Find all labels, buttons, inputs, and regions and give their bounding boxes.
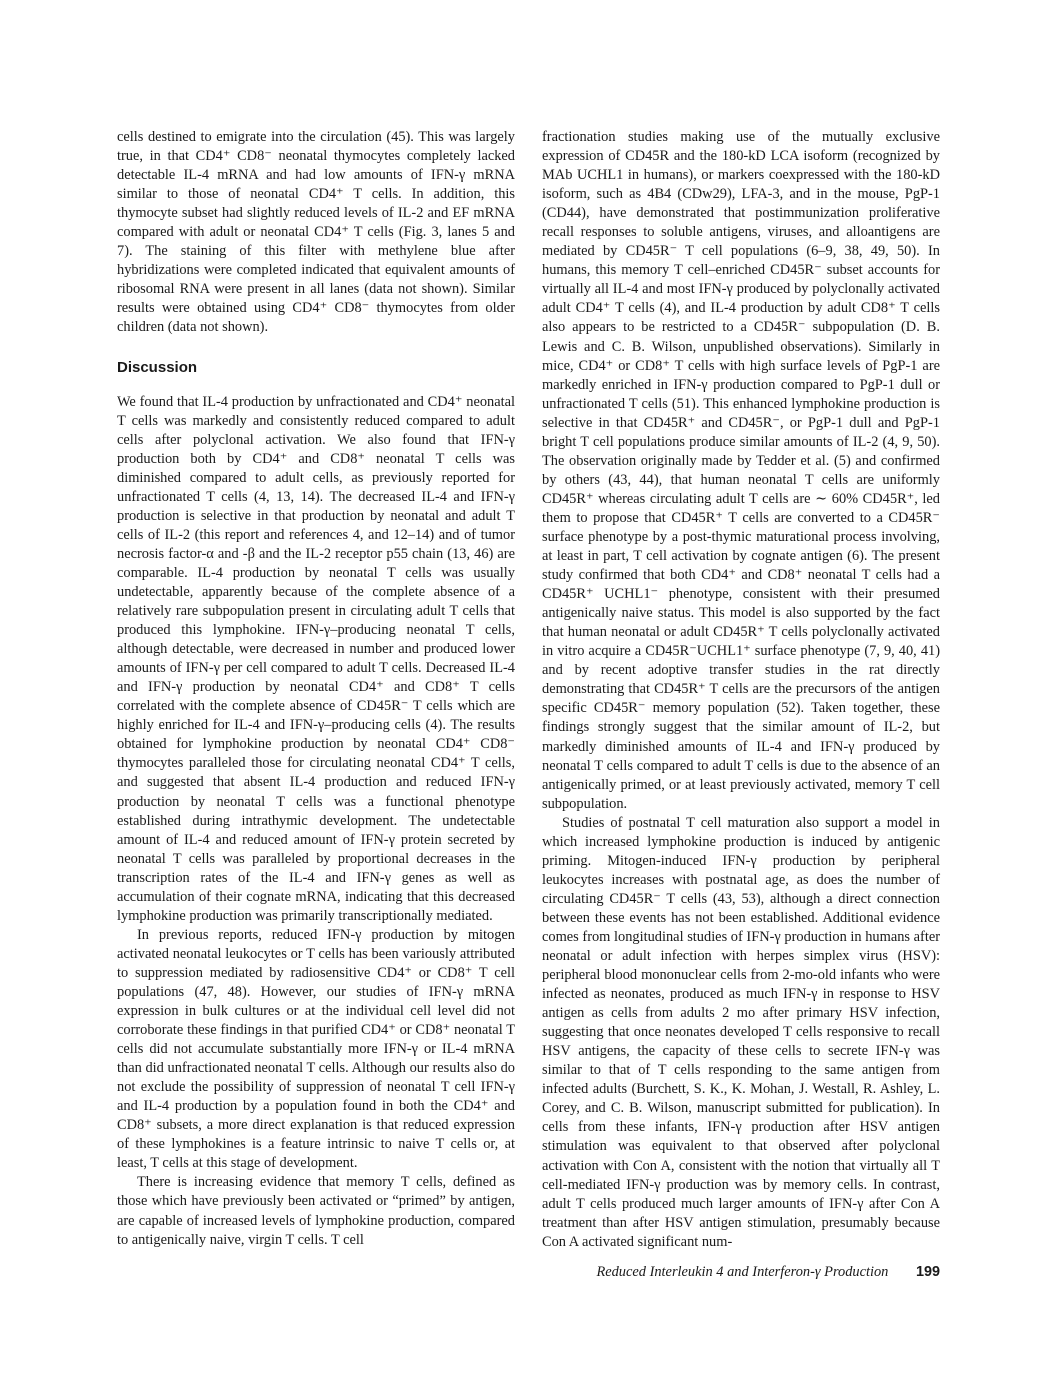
continued-paragraph: cells destined to emigrate into the circulation (45). This was largely true, in that CD4⁺ CD8⁻ neonatal thymocytes completely lacked detectable IL-4 mRNA and had low amounts of IFN-γ mRNA similar to those of neonatal CD4⁺ T cells. In addition, this thymocyte subset had slightly reduced levels of IL-2 and EF mRNA compared with adult or neonatal CD4⁺ T cells (Fig. 3, lanes 5 and 7). The staining of this filter with methylene blue after hybridizations were completed indicated that equivalent amounts of ribosomal RNA were present in all lanes (data not shown). Similar results were obtained using CD4⁺ CD8⁻ thymocytes from older children (data not shown). <box>117 129 515 336</box>
right-column <box>542 128 940 1252</box>
left-column <box>117 128 515 1250</box>
page-number: 199 <box>915 1264 940 1280</box>
discussion-paragraph-1: We found that IL-4 production by unfractionated and CD4⁺ neonatal T cells was markedly and consistently reduced compared to adult cells after polyclonal activation. We also found that IFN-γ production both by CD4⁺ and CD8⁺ neonatal T cells was diminished compared to adult cells, as previously reported for unfractionated T cells (4, 13, 14). The decreased IL-4 and IFN-γ production is selective in that production by neonatal and adult T cells of IL-2 (this report and references 4, and 12–14) and of tumor necrosis factor-α and -β and the IL-2 receptor p55 chain (13, 46) are comparable. IL-4 production by neonatal T cells was usually undetectable, apparently because of the complete absence of a relatively rare subpopulation present in circulating adult T cells that produced this lymphokine. IFN-γ–producing neonatal T cells, although detectable, were decreased in number and produced lower amounts of IFN-γ per cell compared to adult T cells. Decreased IL-4 and IFN-γ production by neonatal CD4⁺ and CD8⁺ T cells correlated with the complete absence of CD45R⁻ T cells which are highly enriched for IL-4 and IFN-γ–producing cells (4). The results obtained for lymphokine production by neonatal CD4⁺ CD8⁻ thymocytes paralleled those for circulating neonatal CD4⁺ T cells, and suggested that absent IL-4 production and reduced IFN-γ production by neonatal T cells was a functional phenotype established during intrathymic development. The undetectable amount of IL-4 and reduced amount of IFN-γ protein secreted by neonatal T cells was paralleled by proportional decreases in the transcription rates of the IL-4 and IFN-γ genes as well as accumulation of their cognate mRNA, indicating that this decreased lymphokine production was primarily transcriptionally mediated. <box>117 393 515 924</box>
continued-paragraph-right: fractionation studies making use of the mutually exclusive expression of CD45R and the 180-kD LCA isoform (recognized by MAb UCHL1 in humans), or markers coexpressed with the 180-kD isoform, such as 4B4 (CDw29), LFA-3, and in the mouse, PgP-1 (CD44), have demonstrated that postimmunization proliferative recall responses to soluble antigens, viruses, and alloantigens are mediated by CD45R⁻ T cell populations (6–9, 38, 49, 50). In humans, this memory T cell–enriched CD45R⁻ subset accounts for virtually all IL-4 and most IFN-γ produced by polyclonally activated adult CD4⁺ T cells (4), and IL-4 production by adult CD8⁺ T cells also appears to be restricted to a CD45R⁻ subpopulation (D. B. Lewis and C. B. Wilson, unpublished observations). Similarly in mice, CD4⁺ or CD8⁺ T cells with high surface levels of PgP-1 are markedly enriched in IFN-γ production compared to PgP-1 dull or unfractionated T cells (51). This enhanced lymphokine production is selective in that CD45R⁺ and CD45R⁻, or PgP-1 dull and PgP-1 bright T cell populations produce similar amounts of IL-2 (4, 9, 50). The observation originally made by Tedder et al. (5) and confirmed by others (43, 44), that human neonatal T cells are uniformly CD45R⁺ whereas circulating adult T cells are ∼ 60% CD45R⁺, led them to propose that CD45R⁺ T cells are converted to a CD45R⁻ surface phenotype by a post-thymic maturational process involving, at least in part, T cell activation by cognate antigen (6). The present study confirmed that both CD4⁺ and CD8⁺ neonatal T cells had a CD45R⁺ UCHL1⁻ phenotype, consistent with their presumed antigenically naive status. This model is also supported by the fact that human neonatal or adult CD45R⁺ T cells polyclonally activated in vitro acquire a CD45R⁻UCHL1⁺ surface phenotype (7, 9, 40, 41) and by recent adoptive transfer studies in the rat directly demonstrating that CD45R⁺ T cells are the precursors of the antigen specific CD45R⁻ memory population (52). Taken together, these findings strongly suggest that the similar amount of IL-2, but markedly diminished amounts of IL-4 and IFN-γ produced by neonatal T cells compared to adult T cells is due to the absence of an antigenically primed, or at least previously activated, memory T cell subpopulation. <box>542 129 940 812</box>
running-title: Reduced Interleukin 4 and Interferon-γ Production <box>596 1264 889 1280</box>
maturation-paragraph: Studies of postnatal T cell maturation also support a model in which increased lymphokine production is induced by antigenic priming. Mitogen-induced IFN-γ production by peripheral leukocytes increases with postnatal age, as does the number of circulating CD45R⁻ T cells (43, 53), although a direct connection between these events has not been established. Additional evidence comes from longitudinal studies of IFN-γ production in humans after neonatal or adult infection with herpes simplex virus (HSV): peripheral blood mononuclear cells from 2-mo-old infants who were infected as neonates, produced as much IFN-γ in response to HSV antigen as cells from adults 2 mo after primary HSV infection, suggesting that once neonates developed T cells responsive to recall HSV antigens, the capacity of these cells to secrete IFN-γ was similar to that of T cells responding to the same antigen from infected adults (Burchett, S. K., K. Mohan, J. Westall, R. Ashley, L. Corey, and C. B. Wilson, manuscript submitted for publication). In cells from these infants, IFN-γ production after HSV antigen stimulation was equivalent to that observed after polyclonal activation with Con A, consistent with the notion that virtually all T cell-mediated IFN-γ production was by memory cells. In contrast, adult T cells produced much larger amounts of IFN-γ after Con A treatment than after HSV antigen stimulation, presumably because Con A activated significant num- <box>542 814 940 1250</box>
page-footer <box>560 1264 940 1281</box>
section-heading-discussion: Discussion <box>117 358 198 376</box>
discussion-paragraph-3: There is increasing evidence that memory T cells, defined as those which have previously been activated or “primed” by antigen, are capable of increased levels of lymphokine production, compared to antigenically naive, virgin T cells. T cell <box>117 1174 515 1248</box>
discussion-paragraph-2: In previous reports, reduced IFN-γ production by mitogen activated neonatal leukocytes or T cells has been variously attributed to suppression mediated by radiosensitive CD4⁺ or CD8⁺ T cell populations (47, 48). However, our studies of IFN-γ mRNA expression in bulk cultures or at the individual cell level did not corroborate these findings in that purified CD4⁺ or CD8⁺ neonatal T cells did not accumulate substantially more IFN-γ or IL-4 mRNA than did unfractionated neonatal T cells. Although our results also do not exclude the possibility of suppression of neonatal T cell IFN-γ and IL-4 production by a population found in both the CD4⁺ and CD8⁺ subsets, a more direct explanation is that reduced expression of these lymphokines is a feature intrinsic to naive T cells or, at least, T cells at this stage of development. <box>117 926 515 1172</box>
